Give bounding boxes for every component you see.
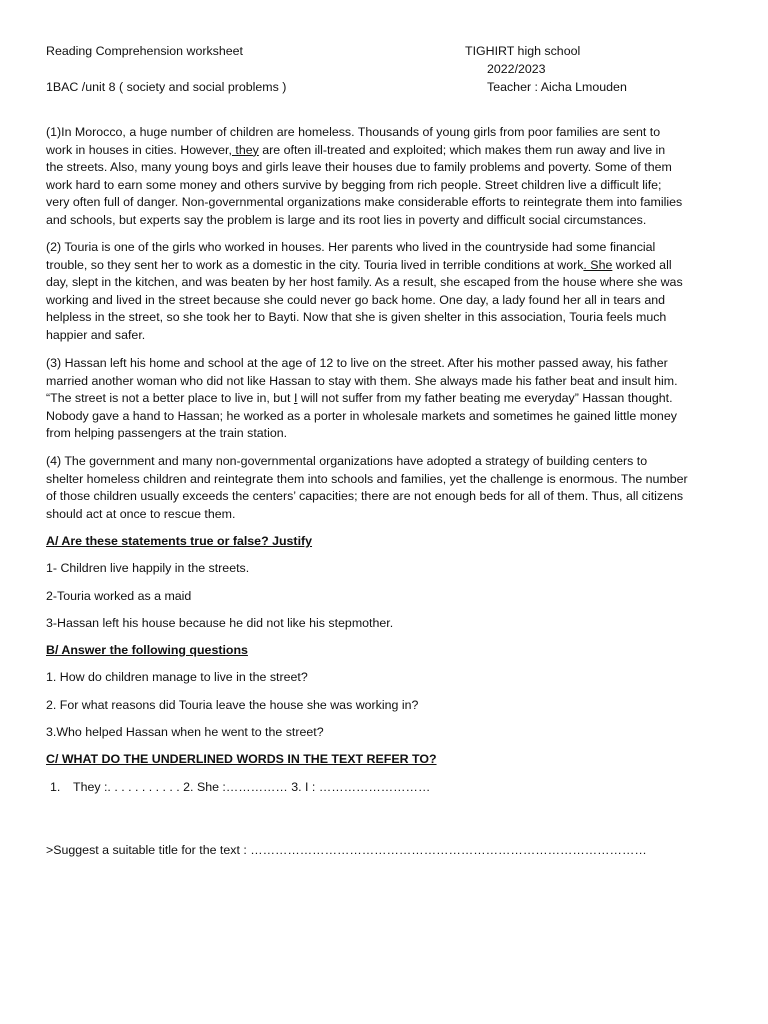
- statement-item: 2-Touria worked as a maid: [46, 589, 192, 603]
- question-item: 3.Who helped Hassan when he went to the street?: [46, 725, 324, 739]
- text-line: “The street is not a better place to live in, but I will not suffer from my father beating me everyday” Hassan thought.: [46, 391, 673, 406]
- section-a-heading: A/ Are these statements true or false? Justify: [46, 534, 313, 548]
- text-line: trouble, so they sent her to work as a domestic in the city. Touria lived in terrible conditions at work. She worked all: [46, 257, 672, 272]
- underlined-word-she: . She: [583, 257, 613, 272]
- title-prompt: >Suggest a suitable title for the text : ……………………………………………………………………………………: [46, 843, 647, 857]
- statement-item: 3-Hassan left his house because he did not like his stepmother.: [46, 616, 394, 630]
- question-item: 1. How do children manage to live in the street?: [46, 670, 308, 684]
- text-line: work in houses in cities. However, they are often ill-treated and exploited; which makes them run away and live in: [46, 142, 666, 157]
- text-line: very often full of danger. Non-governmental organizations make considerable efforts to reintegrate them into families: [46, 195, 683, 210]
- paragraph-3: [46, 355, 726, 443]
- paragraph-1: [46, 124, 726, 230]
- text-line: from helping passengers at the train station.: [46, 426, 288, 441]
- text-line: work hard to earn some money and others survive by begging from rich people. Street children live a difficult life;: [46, 177, 662, 192]
- text-line: of those children usually exceeds the centers’ capacities; there are not enough beds for all of them. Thus, all citizens: [46, 489, 684, 504]
- text-line: day, slept in the kitchen, and was beaten by her host family. As a result, she escaped from the house where she was: [46, 275, 683, 290]
- text-line: Nobody gave a hand to Hassan; he worked as a porter in wholesale markets and sometimes he gained little money: [46, 408, 677, 423]
- underlined-word-they: , they: [228, 142, 259, 157]
- school-name: TIGHIRT high school: [465, 44, 581, 58]
- question-item: 2. For what reasons did Touria leave the house she was working in?: [46, 698, 419, 712]
- text-line: should act at once to rescue them.: [46, 506, 236, 521]
- text-line: helpless in the street, so she took her to Bayti. Now that she is given shelter in this association, Touria feels much: [46, 310, 667, 325]
- text-line: and schools, but experts say the problem is large and its root lies in poverty and difficult social circumstances.: [46, 212, 647, 227]
- school-year: 2022/2023: [487, 62, 546, 76]
- statement-item: 1- Children live happily in the streets.: [46, 561, 250, 575]
- text-line: (2) Touria is one of the girls who worked in houses. Her parents who lived in the countryside had some financial: [46, 240, 656, 254]
- text-line: (4) The government and many non-governmental organizations have adopted a strategy of building centers to: [46, 454, 648, 468]
- text-line: shelter homeless children and reintegrate them into schools and families, yet the challenge is enormous. The number: [46, 471, 688, 486]
- worksheet-title: Reading Comprehension worksheet: [46, 44, 243, 58]
- reference-item-text: They :. . . . . . . . . . . 2. She :…………… 3. I : ………………………: [73, 780, 431, 794]
- text-line: married another woman who did not like Hassan to stay with them. She always made his father beat and insult him.: [46, 373, 678, 388]
- text-line: the streets. Also, many young boys and girls leave their houses due to family problems and poverty. Some of them: [46, 160, 672, 175]
- section-c-heading: C/ WHAT DO THE UNDERLINED WORDS IN THE TEXT REFER TO?: [46, 752, 437, 766]
- underlined-word-i: I: [293, 391, 298, 406]
- teacher-name: Teacher : Aicha Lmouden: [487, 80, 627, 94]
- section-b-heading: B/ Answer the following questions: [46, 643, 248, 657]
- unit-label: 1BAC /unit 8 ( society and social problems ): [46, 80, 287, 94]
- paragraph-2: [46, 239, 726, 345]
- text-line: working and lived in the street because she could never go back home. One day, a lady found her all in tears and: [46, 292, 665, 307]
- text-line: (1)In Morocco, a huge number of children are homeless. Thousands of young girls from poor families are sent to: [46, 125, 661, 139]
- text-line: happier and safer.: [46, 327, 146, 342]
- text-line: (3) Hassan left his home and school at the age of 12 to live on the street. After his mother passed away, his father: [46, 356, 668, 370]
- reference-item-number: 1.: [50, 780, 61, 794]
- paragraph-4: [46, 453, 726, 523]
